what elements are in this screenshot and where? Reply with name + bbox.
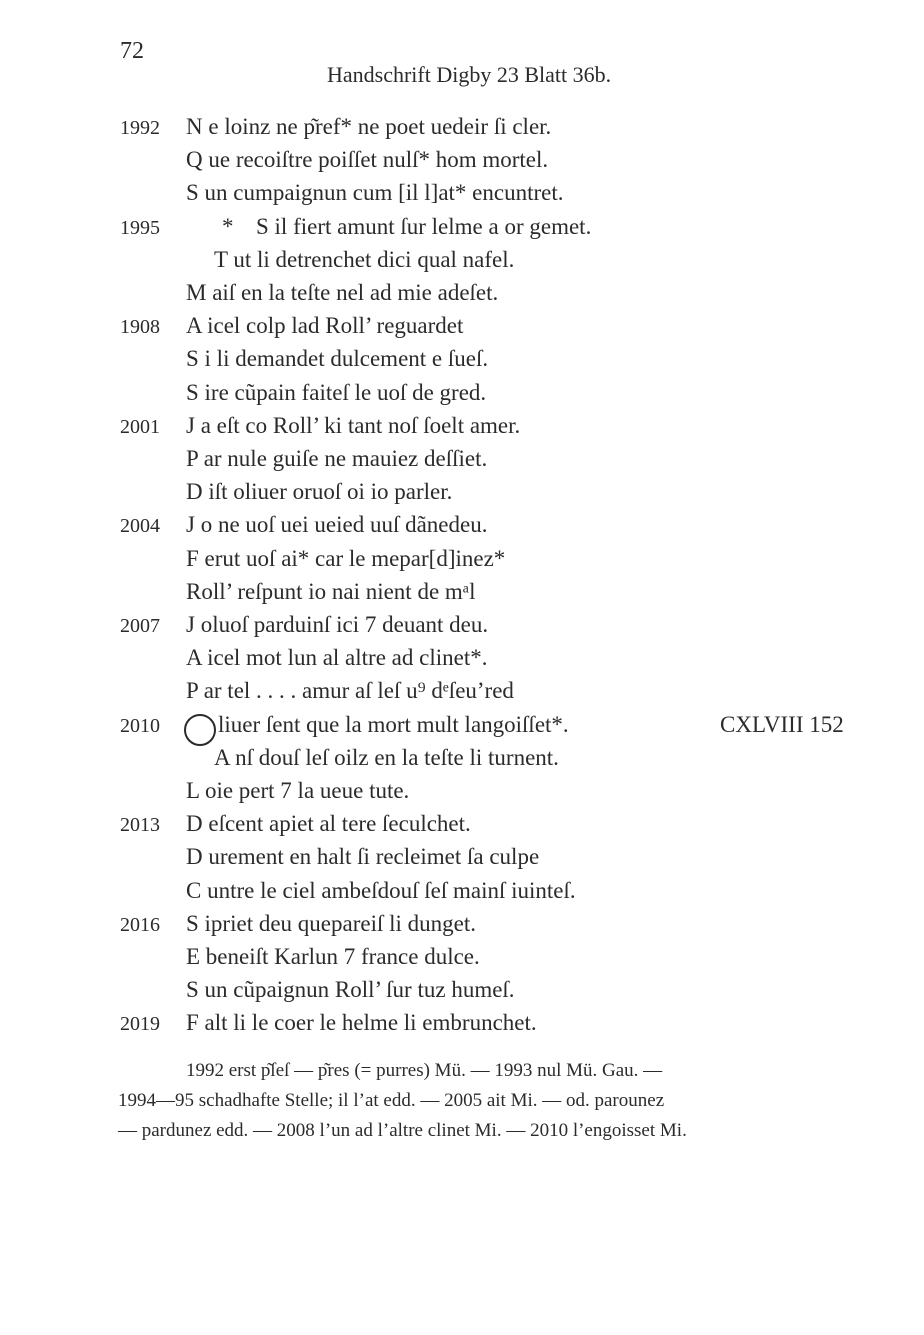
verse-text: Q ue recoiſtre poiſſet nulſ* hom mortel.	[186, 147, 549, 173]
verse-line	[0, 579, 924, 613]
line-number: 1992	[120, 117, 160, 139]
verse-line	[0, 214, 924, 248]
verse-text: liuer ſent que la mort mult langoiſſet*.	[218, 711, 569, 737]
verse-line	[0, 114, 924, 148]
verse-text: J a eſt co Roll’ ki tant noſ ſoelt amer.	[186, 412, 521, 438]
verse-line	[0, 745, 924, 779]
verse-text: F alt li le coer le helme li embrunchet.	[186, 1010, 537, 1036]
verse-text: D urement en halt ſi recleimet ſa culpe	[186, 844, 540, 870]
line-number: 1995	[120, 216, 160, 239]
verse-line	[0, 944, 924, 978]
verse-line	[0, 380, 924, 414]
verse-line	[0, 280, 924, 314]
page-number: 72	[120, 38, 144, 64]
verse-text: S ipriet deu quepareiſ li dunget.	[186, 910, 476, 936]
verse-line	[0, 512, 924, 546]
verse-line	[0, 878, 924, 912]
verse-text: M aiſ en la teſte nel ad mie adeſet.	[186, 280, 499, 305]
footnote-line: — pardunez edd. — 2008 l’un ad l’altre clinet Mi. — 2010 l’engoisset Mi.	[118, 1120, 687, 1141]
verse-line	[0, 479, 924, 513]
verse-text: S ire cũpain faiteſ le uoſ de gred.	[186, 379, 487, 405]
verse-text: E beneiſt Karlun 7 france dulce.	[186, 944, 480, 969]
verse-text: S un cumpaignun cum [il l]at* encuntret.	[186, 180, 564, 206]
verse-text: A nſ douſ leſ oilz en la teſte li turnent.	[214, 744, 559, 770]
verse-text: S un cũpaignun Roll’ ſur tuz humeſ.	[186, 977, 515, 1003]
verse-line	[0, 247, 924, 281]
line-number: 2004	[120, 515, 160, 538]
verse-text: A icel colp lad Roll’ reguardet	[186, 313, 464, 339]
footnote-line: 1994—95 schadhafte Stelle; il l’at edd. — 2005 ait Mi. — od. parounez	[118, 1090, 665, 1111]
verse-line	[0, 612, 924, 646]
verse-line	[0, 1010, 924, 1044]
verse-text: P ar tel . . . . amur aſ leſ u⁹ dᵉſeu’red	[186, 678, 514, 704]
verse-text: P ar nule guiſe ne mauiez deſſiet.	[186, 446, 488, 471]
verse-line	[0, 678, 924, 712]
verse-text: C untre le ciel ambeſdouſ ſeſ mainſ iuinteſ.	[186, 877, 576, 903]
verse-text: J o ne uoſ uei ueied uuſ dãnedeu.	[186, 512, 488, 538]
verse-line	[0, 346, 924, 380]
verse-line	[0, 844, 924, 878]
running-header: Handschrift Digby 23 Blatt 36b.	[327, 62, 612, 87]
verse-line	[0, 645, 924, 679]
verse-line	[0, 446, 924, 480]
marginal-reference: CXLVIII 152	[720, 711, 844, 737]
line-number: 1908	[120, 316, 160, 339]
line-number: 2007	[120, 615, 160, 637]
verse-text: D eſcent apiet al tere ſeculchet.	[186, 811, 471, 837]
damage-asterisk: *	[222, 213, 234, 239]
verse-line	[0, 778, 924, 812]
line-number: 2016	[120, 913, 160, 936]
verse-line	[0, 977, 924, 1011]
verse-line	[0, 147, 924, 181]
verse-line	[0, 911, 924, 945]
line-number: 2019	[120, 1013, 160, 1036]
footnotes	[118, 1060, 878, 1150]
verse-text: D iſt oliuer oruoſ oi io parler.	[186, 479, 453, 505]
line-number: 2013	[120, 814, 160, 837]
line-number: 2010	[120, 714, 160, 737]
initial-o-glyph	[184, 714, 216, 746]
verse-line	[0, 313, 924, 347]
verse-text: S il fiert amunt ſur lelme a or gemet.	[256, 213, 592, 239]
verse-text: L oie pert 7 la ueue tute.	[186, 778, 410, 803]
verse-text: F erut uoſ ai* car le mepar[d]inez*	[186, 545, 506, 571]
verse-text: T ut li detrenchet dici qual nafel.	[214, 246, 515, 272]
verse-text: J oluoſ parduinſ ici 7 deuant deu.	[186, 612, 489, 637]
verse-line	[0, 413, 924, 447]
footnote-line: 1992 erst p͂ſeſ — p͂res (= purres) Mü. — 1993 nul Mü. Gau. —	[186, 1060, 663, 1081]
verse-line	[0, 811, 924, 845]
line-number: 2001	[120, 415, 160, 438]
verse-text: S i li demandet dulcement e ſueſ.	[186, 346, 489, 372]
verse-text: Roll’ reſpunt io nai nient de mᵃl	[186, 578, 476, 604]
verse-text: N e loinz ne p͂ref* ne poet uedeir ſi cler.	[186, 114, 552, 139]
verse-line	[0, 180, 924, 214]
verse-line	[0, 712, 924, 746]
verse-text: A icel mot lun al altre ad clinet*.	[186, 645, 488, 671]
verse-line	[0, 546, 924, 580]
